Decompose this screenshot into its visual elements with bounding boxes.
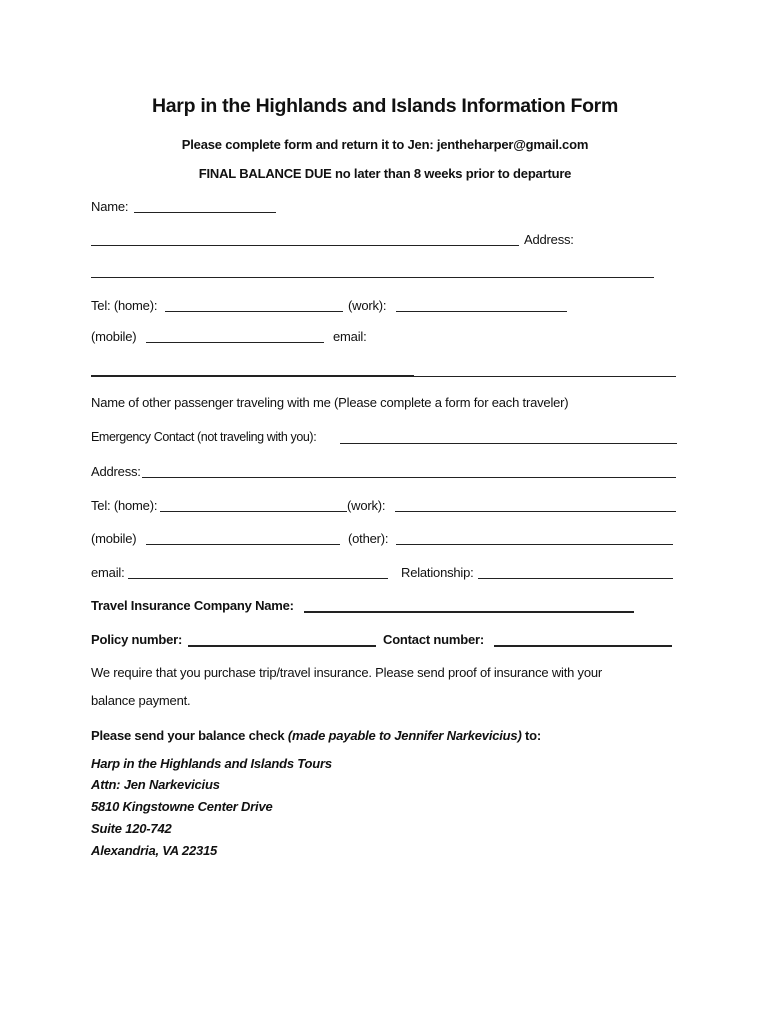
form-title: Harp in the Highlands and Islands Information Form: [151, 95, 619, 117]
emergency-email-label: email:: [91, 565, 125, 580]
relationship-label: Relationship:: [401, 565, 474, 580]
tel-home-field[interactable]: [165, 295, 343, 313]
tel-home-label: Tel: (home):: [91, 298, 158, 313]
insurance-note-line-2: balance payment.: [91, 693, 191, 708]
address-label: Address:: [524, 232, 574, 247]
other-passenger-label: Name of other passenger traveling with me (Please complete a form for each traveler): [91, 395, 569, 410]
mailing-address-line: Alexandria, VA 22315: [91, 843, 218, 858]
emergency-other-field[interactable]: [396, 528, 673, 546]
emergency-tel-home-field[interactable]: [160, 495, 347, 513]
email-field[interactable]: [91, 358, 676, 376]
contact-number-label: Contact number:: [383, 632, 485, 647]
emergency-email-field[interactable]: [128, 562, 388, 580]
mailing-address-line: Attn: Jen Narkevicius: [91, 777, 220, 792]
emergency-address-label: Address:: [91, 464, 141, 479]
work-label: (work):: [348, 298, 387, 313]
emergency-address-field[interactable]: [142, 461, 676, 479]
name-field[interactable]: [134, 196, 276, 214]
mailing-address-line: 5810 Kingstowne Center Drive: [91, 799, 273, 814]
address-field-2[interactable]: [91, 261, 654, 279]
emergency-work-field[interactable]: [395, 495, 676, 513]
mailing-address-line: Suite 120-742: [91, 821, 172, 836]
policy-number-label: Policy number:: [91, 632, 183, 647]
emergency-work-label: (work):: [347, 498, 386, 513]
mobile-label: (mobile): [91, 329, 137, 344]
contact-number-field[interactable]: [494, 629, 672, 647]
work-phone-field[interactable]: [396, 295, 567, 313]
payment-lead: Please send your balance check: [91, 728, 285, 743]
emergency-contact-label: Emergency Contact (not traveling with you):: [91, 430, 317, 444]
emergency-other-label: (other):: [348, 531, 389, 546]
payment-payee: (made payable to Jennifer Narkevicius): [287, 728, 522, 743]
relationship-field[interactable]: [478, 562, 673, 580]
payment-tail: to:: [525, 728, 541, 743]
insurance-company-field[interactable]: [304, 595, 634, 613]
insurance-note-line-1: We require that you purchase trip/travel insurance. Please send proof of insurance with your: [91, 665, 603, 680]
email-line: [414, 376, 676, 377]
payment-instructions: [91, 728, 541, 743]
return-instructions: Please complete form and return it to Jen: jentheharper@gmail.com: [181, 137, 589, 152]
emergency-mobile-field[interactable]: [146, 528, 340, 546]
policy-number-field[interactable]: [188, 629, 376, 647]
emergency-mobile-label: (mobile): [91, 531, 137, 546]
email-label: email:: [333, 329, 367, 344]
emergency-contact-field[interactable]: [340, 427, 677, 445]
name-label: Name:: [91, 199, 129, 214]
address-field-1[interactable]: [91, 229, 519, 247]
emergency-tel-home-label: Tel: (home):: [91, 498, 158, 513]
mailing-address-line: Harp in the Highlands and Islands Tours: [91, 756, 332, 771]
insurance-company-label: Travel Insurance Company Name:: [91, 598, 294, 613]
mobile-field[interactable]: [146, 326, 324, 344]
balance-deadline: FINAL BALANCE DUE no later than 8 weeks prior to departure: [198, 166, 572, 181]
